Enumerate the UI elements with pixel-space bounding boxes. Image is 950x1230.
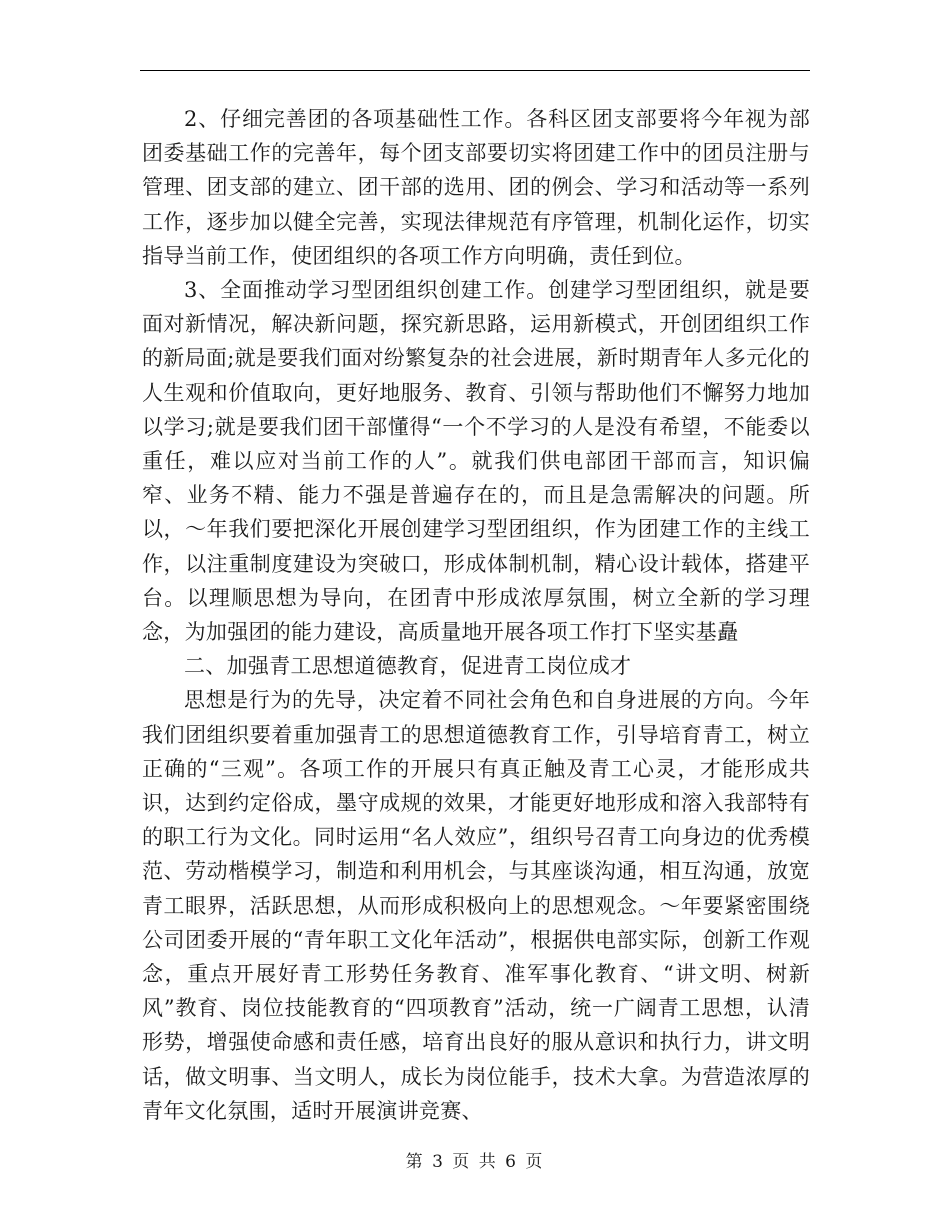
paragraph-2: 2、仔细完善团的各项基础性工作。各科区团支部要将今年视为部团委基础工作的完善年，每个团支部要切实将团建工作中的团员注册与管理、团支部的建立、团干部的选用、团的例会、学习和活动等一系列工作，逐步加以健全完善，实现法律规范有序管理，机制化运作，切实指导当前工作，使团组织的各项工作方向明确，责任到位。 <box>142 107 810 268</box>
document-body <box>142 102 810 1128</box>
paragraph-thought: 思想是行为的先导，决定着不同社会角色和自身进展的方向。今年我们团组织要着重加强青工的思想道德教育工作，引导培育青工，树立正确的“三观”。各项工作的开展只有真正触及青工心灵，才能形成共识，达到约定俗成，墨守成规的效果，才能更好地形成和溶入我部特有的职工行为文化。同时运用“名人效应”，组织号召青工向身边的优秀模范、劳动楷模学习，制造和利用机会，与其座谈沟通，相互沟通，放宽青工眼界，活跃思想，从而形成积极向上的思想观念。～年要紧密围绕公司团委开展的“青年职工文化年活动”，根据供电部实际，创新工作观念，重点开展好青工形势任务教育、准军事化教育、“讲文明、树新风”教育、岗位技能教育的“四项教育”活动，统一广阔青工思想，认清形势，增强使命感和责任感，培育出良好的服从意识和执行力，讲文明话，做文明事、当文明人，成长为岗位能手，技术大拿。为营造浓厚的青年文化氛围，适时开展演讲竞赛、 <box>142 688 810 1123</box>
header-rule <box>140 70 810 71</box>
section-heading: 二、加强青工思想道德教育，促进青工岗位成才 <box>184 654 632 679</box>
paragraph-3: 3、全面推动学习型团组织创建工作。创建学习型团组织，就是要面对新情况，解决新问题，探究新思路，运用新模式，开创团组织工作的新局面;就是要我们面对纷繁复杂的社会进展，新时期青年人多元化的人生观和价值取向，更好地服务、教育、引领与帮助他们不懈努力地加以学习;就是要我们团干部懂得“一个不学习的人是没有希望，不能委以重任，难以应对当前工作的人”。就我们供电部团干部而言，知识偏窄、业务不精、能力不强是普遍存在的，而且是急需解决的问题。所以，～年我们要把深化开展创建学习型团组织，作为团建工作的主线工作，以注重制度建设为突破口，形成体制机制，精心设计载体，搭建平台。以理顺思想为导向，在团青中形成浓厚氛围，树立全新的学习理念，为加强团的能力建设，高质量地开展各项工作打下坚实基矗 <box>142 278 810 645</box>
page-number: 第 3 页 共 6 页 <box>405 1152 545 1172</box>
